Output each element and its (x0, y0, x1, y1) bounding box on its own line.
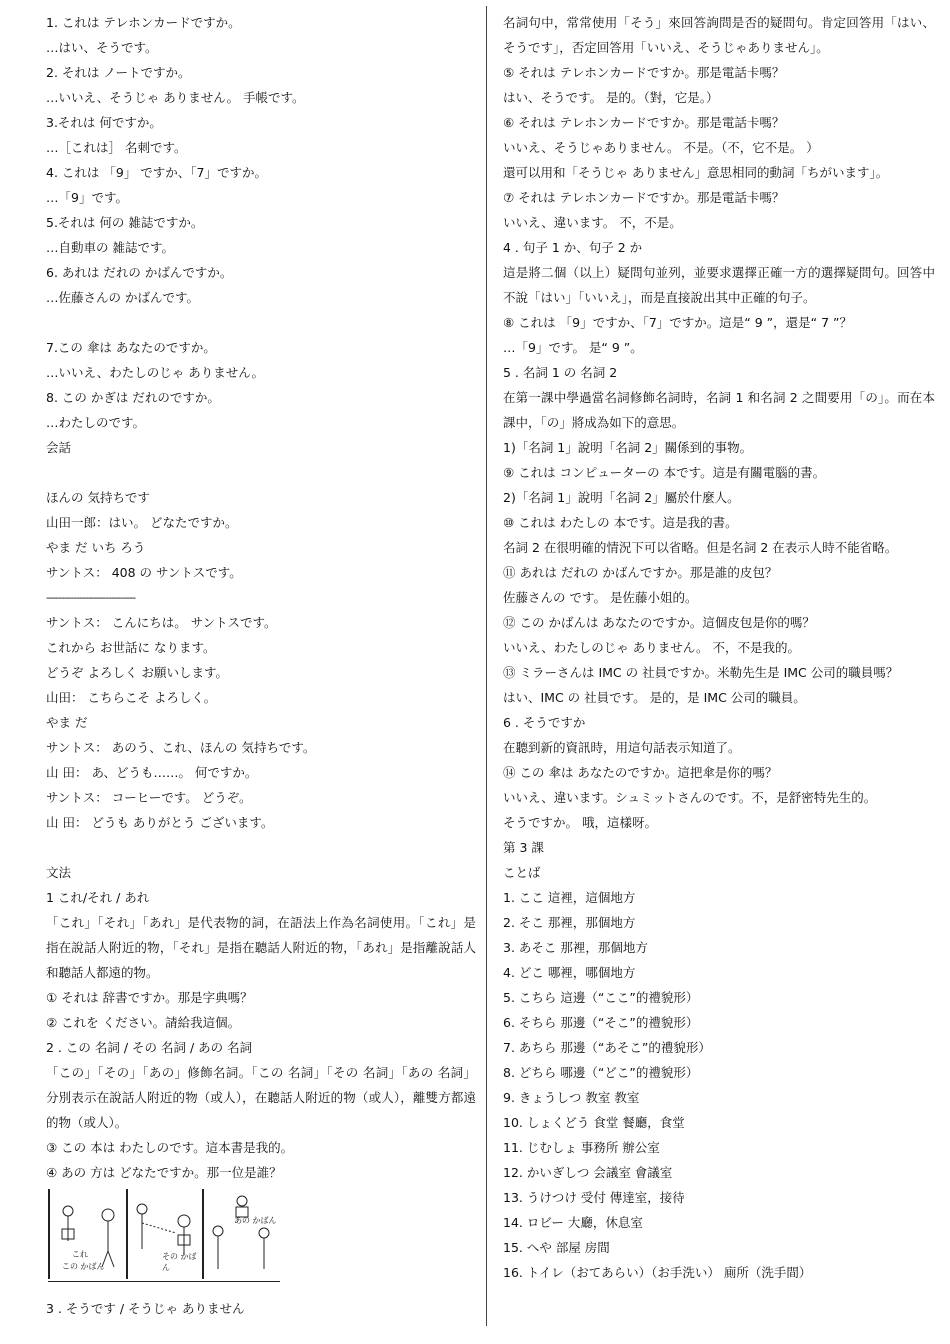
vocab-item: 3. あそこ 那裡，那個地方 (503, 940, 648, 955)
text-line: …佐藤さんの かばんです。 (46, 290, 199, 305)
text-line: サントス： こんにちは。 サントスです。 (46, 615, 277, 630)
example-2: ② これを ください。請給我這個。 (46, 1015, 241, 1030)
vocab-item: 13. うけつけ 受付 傳達室，接待 (503, 1190, 685, 1205)
text-line: どうぞ よろしく お願いします。 (46, 665, 228, 680)
text-line: 山 田： あ、どうも……。 何ですか。 (46, 765, 258, 780)
vocab-item: 11. じむしょ 事務所 辦公室 (503, 1140, 660, 1155)
example-4: ④ あの 方は どなたですか。那一位是誰？ (46, 1165, 282, 1180)
text-line (46, 835, 476, 860)
people-ano-icon (204, 1189, 280, 1277)
grammar-heading-4: 4 . 句子 1 か、句子 2 か (503, 240, 643, 255)
text-line: そうですか。 哦，這樣呀。 (503, 815, 657, 830)
example-10: ⑩ これは わたしの 本です。這是我的書。 (503, 515, 738, 530)
text-line: 5.それは 何の 雑誌ですか。 (46, 215, 204, 230)
text-line: 1)「名詞 1」說明「名詞 2」關係到的事物。 (503, 440, 753, 455)
text-line: 2. それは ノートですか。 (46, 65, 191, 80)
text-line: はい、そうです。 是的。（對，它是。） (503, 90, 719, 105)
text-line: …はい、そうです。 (46, 40, 158, 55)
text-line: やま だ (46, 715, 88, 730)
text-line: 4. これは 「9」 ですか、「7」ですか。 (46, 165, 268, 180)
grammar-paragraph-5: 在第一課中學過當名詞修飾名詞時，名詞 1 和名詞 2 之間要用「の」。而在本課中，「の」將成為如下的意思。 (503, 390, 935, 430)
text-line: 6. あれは だれの かばんですか。 (46, 265, 233, 280)
text-line (46, 310, 476, 335)
text-line: 山 田： どうも ありがとう ございます。 (46, 815, 274, 830)
text-line: 7.この 傘は あなたのですか。 (46, 340, 216, 355)
section-heading-bunpo: 文法 (46, 865, 72, 880)
text-line: 在聽到新的資訊時，用這句話表示知道了。 (503, 740, 741, 755)
grammar-paragraph-2: 「この」「その」「あの」修飾名詞。「この 名詞」「その 名詞」「あの 名詞」分別表示在說話人附近的物（或人），在聽話人附近的物（或人），離雙方都遠的物（或人）。 (46, 1065, 476, 1130)
text-line: …いいえ、そうじゃ ありません。 手帳です。 (46, 90, 305, 105)
vocab-item: 14. ロビー 大廳，休息室 (503, 1215, 643, 1230)
grammar-heading-5: 5 . 名詞 1 の 名詞 2 (503, 365, 618, 380)
section-heading-kaiwa: 会話 (46, 440, 72, 455)
vocab-item: 15. へや 部屋 房間 (503, 1240, 610, 1255)
caption-ano: あの かばん (234, 1216, 277, 1225)
text-line: いいえ、違います。シュミットさんのです。不，是舒密特先生的。 (503, 790, 877, 805)
vocab-item: 1. ここ 這裡，這個地方 (503, 890, 636, 905)
text-line: …「9」です。 是“ 9 ”。 (503, 340, 643, 355)
text-line: サントス： コーヒーです。 どうぞ。 (46, 790, 252, 805)
text-line: 3.それは 何ですか。 (46, 115, 162, 130)
text-line: 佐藤さんの です。 是佐藤小姐的。 (503, 590, 698, 605)
vocab-item: 16. トイレ（おてあらい）（お手洗い） 廁所（洗手間） (503, 1265, 812, 1280)
column-divider (486, 6, 487, 1326)
example-9: ⑨ これは コンピューターの 本です。這是有關電腦的書。 (503, 465, 826, 480)
text-line: …わたしのです。 (46, 415, 146, 430)
text-line: …自動車の 雑誌です。 (46, 240, 174, 255)
text-line: 8. この かぎは だれのですか。 (46, 390, 220, 405)
caption-kore: これ (72, 1250, 88, 1259)
vocab-item: 10. しょくどう 食堂 餐廳，食堂 (503, 1115, 685, 1130)
text-line: サントス： 408 の サントスです。 (46, 565, 242, 580)
caption-sono: その かばん (162, 1252, 197, 1272)
text-line: やま だ いち ろう (46, 540, 146, 555)
vocabulary-heading: ことば (503, 865, 541, 880)
example-6: ⑥ それは テレホンカードですか。那是電話卡嗎？ (503, 115, 785, 130)
text-line: 2)「名詞 1」說明「名詞 2」屬於什麼人。 (503, 490, 740, 505)
grammar-paragraph-1: 「これ」「それ」「あれ」是代表物的詞，在語法上作為名詞使用。「これ」是指在說話人附近的物，「それ」是指在聽話人附近的物，「あれ」是指離說話人和聽話人都遠的物。 (46, 915, 476, 980)
example-12: ⑫ この かばんは あなたのですか。這個皮包是你的嗎？ (503, 615, 815, 630)
vocab-item: 12. かいぎしつ 会議室 會議室 (503, 1165, 673, 1180)
text-line: …「9」です。 (46, 190, 128, 205)
demonstrative-illustration (48, 1189, 280, 1282)
text-line: 1. これは テレホンカードですか。 (46, 15, 241, 30)
separator-line: ------------------------------ (46, 591, 136, 604)
dialogue-title: ほんの 気持ちです (46, 490, 150, 505)
panel-ano (202, 1189, 280, 1279)
example-13: ⑬ ミラーさんは IMC の 社員ですか。米勒先生是 IMC 公司的職員嗎？ (503, 665, 899, 680)
grammar-heading-2: 2 . この 名詞 / その 名詞 / あの 名詞 (46, 1040, 253, 1055)
left-lines (46, 10, 476, 910)
example-1: ① それは 辞書ですか。那是字典嗎？ (46, 990, 253, 1005)
grammar-heading-3: 3 . そうです / そうじゃ ありません (46, 1301, 245, 1316)
text-line (46, 460, 476, 485)
lesson-title: 第 3 課 (503, 840, 544, 855)
text-line: はい、IMC の 社員です。 是的，是 IMC 公司的職員。 (503, 690, 806, 705)
vocab-item: 9. きょうしつ 教室 教室 (503, 1090, 640, 1105)
vocab-item: 2. そこ 那裡，那個地方 (503, 915, 636, 930)
grammar-heading-6: 6 . そうですか (503, 715, 586, 730)
text-line: 山田： こちらこそ よろしく。 (46, 690, 217, 705)
text-line: サントス： あのう、これ、ほんの 気持ちです。 (46, 740, 316, 755)
grammar-paragraph-6: 名詞 2 在很明確的情況下可以省略。但是名詞 2 在表示人時不能省略。 (503, 540, 898, 555)
grammar-paragraph-3: 名詞句中，常常使用「そう」來回答詢問是否的疑問句。肯定回答用「はい、そうです」，否定回答用「いいえ、そうじゃありません」。 (503, 15, 935, 55)
text-line: いいえ、そうじゃありません。 不是。（不，它不是。 ） (503, 140, 819, 155)
text-line: …［これは］ 名刺です。 (46, 140, 187, 155)
vocab-item: 6. そちら 那邊（“そこ”的禮貌形） (503, 1015, 699, 1030)
grammar-paragraph-4: 這是將二個（以上）疑問句並列，並要求選擇正確一方的選擇疑問句。回答中不說「はい」「いいえ」，而是直接說出其中正確的句子。 (503, 265, 935, 305)
caption-kono: この かばん (62, 1262, 105, 1271)
vocab-item: 4. どこ 哪裡，哪個地方 (503, 965, 636, 980)
text-line: 山田一郎：はい。 どなたですか。 (46, 515, 238, 530)
text-line: いいえ、わたしのじゃ ありません。 不，不是我的。 (503, 640, 800, 655)
left-column (46, 10, 476, 1321)
vocab-item: 8. どちら 哪邊（“どこ”的禮貌形） (503, 1065, 699, 1080)
example-11: ⑪ あれは だれの かばんですか。那是誰的皮包？ (503, 565, 778, 580)
panel-sono (126, 1189, 202, 1279)
panel-kore (48, 1189, 126, 1279)
right-column (503, 10, 935, 1285)
text-line: これから お世話に なります。 (46, 640, 216, 655)
vocab-item: 7. あちら 那邊（“あそこ”的禮貌形） (503, 1040, 711, 1055)
example-3: ③ この 本は わたしのです。這本書是我的。 (46, 1140, 294, 1155)
grammar-heading-1: 1 これ/それ / あれ (46, 890, 150, 905)
example-7: ⑦ それは テレホンカードですか。那是電話卡嗎？ (503, 190, 785, 205)
example-8: ⑧ これは 「9」ですか、「7」ですか。這是“ 9 ”，還是“ 7 ”？ (503, 315, 853, 330)
vocab-item: 5. こちら 這邊（“ここ”的禮貌形） (503, 990, 699, 1005)
example-5: ⑤ それは テレホンカードですか。那是電話卡嗎？ (503, 65, 785, 80)
example-14: ⑭ この 傘は あなたのですか。這把傘是你的嗎？ (503, 765, 778, 780)
text-line: いいえ、違います。 不，不是。 (503, 215, 682, 230)
text-line: 還可以用和「そうじゃ ありません」意思相同的動詞「ちがいます」。 (503, 165, 889, 180)
text-line: …いいえ、わたしのじゃ ありません。 (46, 365, 264, 380)
